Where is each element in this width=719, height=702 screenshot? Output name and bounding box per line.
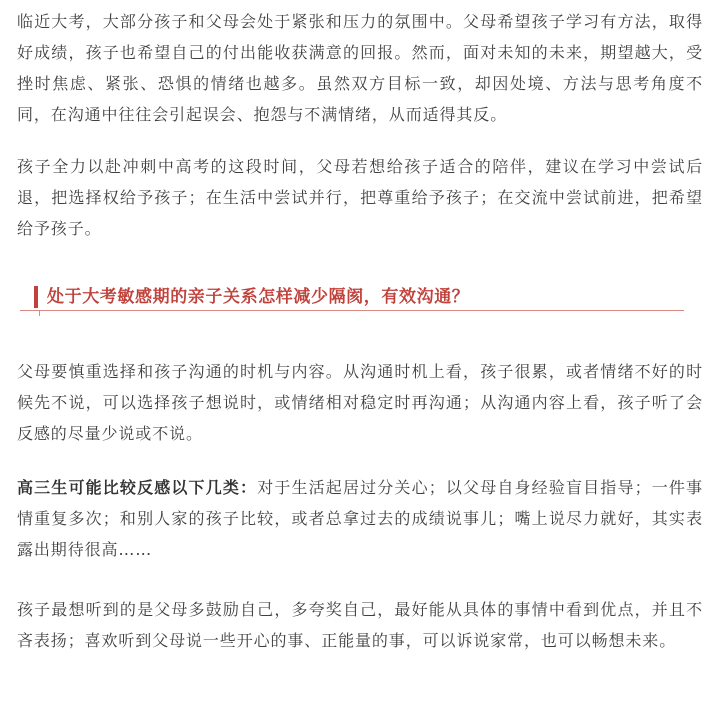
dislikes-paragraph <box>17 472 703 565</box>
section-heading-block <box>20 282 684 316</box>
heading-accent-bar <box>34 286 38 308</box>
intro-paragraph: 临近大考，大部分孩子和父母会处于紧张和压力的氛围中。父母希望孩子学习有方法，取得好成绩，孩子也希望自己的付出能收获满意的回报。然而，面对未知的未来，期望越大，受挫时焦虑、紧张、恐惧的情绪也越多。虽然双方目标一致，却因处境、方法与思考角度不同，在沟通中往往会引起误会、抱怨与不满情绪，从而适得其反。 <box>17 12 703 124</box>
wishes-paragraph: 孩子最想听到的是父母多鼓励自己，多夸奖自己，最好能从具体的事情中看到优点，并且不吝表扬；喜欢听到父母说一些开心的事、正能量的事，可以诉说家常，也可以畅想未来。 <box>17 600 703 650</box>
timing-paragraph: 父母要慎重选择和孩子沟通的时机与内容。从沟通时机上看，孩子很累，或者情绪不好的时候先不说，可以选择孩子想说时，或情绪相对稳定时再沟通；从沟通内容上看，孩子听了会反感的尽量少说或不说。 <box>17 362 703 443</box>
dislikes-body: 对于生活起居过分关心；以父母自身经验盲目指导；一件事情重复多次；和别人家的孩子比较，或者总拿过去的成绩说事儿；嘴上说尽力就好，其实表露出期待很高…… <box>17 478 703 559</box>
advice-paragraph: 孩子全力以赴冲刺中高考的这段时间，父母若想给孩子适合的陪伴，建议在学习中尝试后退，把选择权给予孩子；在生活中尝试并行，把尊重给予孩子；在交流中尝试前进，把希望给予孩子。 <box>17 157 703 238</box>
section-heading: 处于大考敏感期的亲子关系怎样减少隔阂，有效沟通？ <box>47 287 470 307</box>
heading-underline-tick <box>39 310 40 316</box>
heading-underline <box>20 310 684 311</box>
dislikes-lead: 高三生可能比较反感以下几类： <box>17 478 258 497</box>
